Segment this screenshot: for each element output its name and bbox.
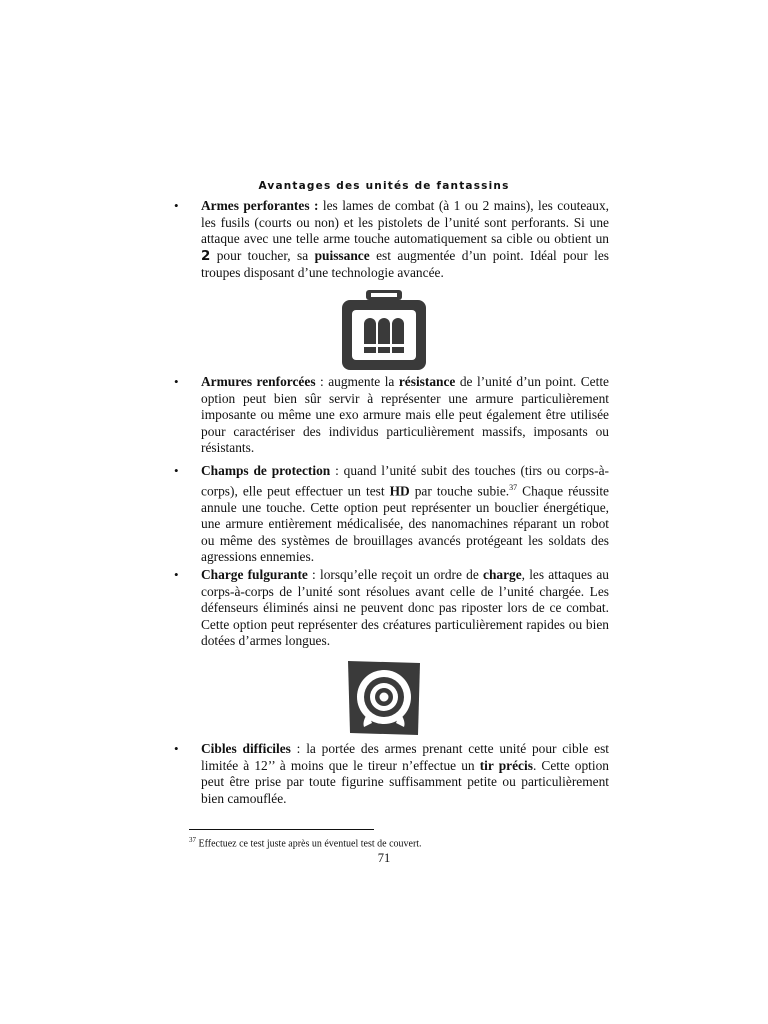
bullet: • bbox=[174, 567, 179, 582]
footnote-number: 37 bbox=[189, 836, 196, 844]
footnote-divider bbox=[189, 829, 374, 830]
list-item-armures-renforcees bbox=[174, 374, 609, 457]
item-term: Champs de protection bbox=[201, 463, 331, 478]
keyword: puissance bbox=[314, 247, 370, 263]
keyword: charge bbox=[483, 567, 522, 582]
footnote-text: Effectuez ce test juste après un éventuel test de couvert. bbox=[196, 838, 422, 850]
list-item-cibles-difficiles bbox=[174, 741, 610, 807]
item-term: Charge fulgurante bbox=[201, 567, 308, 582]
footnote bbox=[189, 836, 422, 849]
list-item-champs-de-protection bbox=[174, 463, 609, 566]
bullet: • bbox=[174, 741, 179, 756]
item-term: Armes perforantes : bbox=[201, 198, 319, 213]
item-text: Armes perforantes : les lames de combat (à 1 ou 2 mains), les couteaux, les fusils (courts ou non) et les pistolets de l’unité sont perforants. Si une attaque avec une telle arme touche automatiquement sa cible ou obtient un 2 pour toucher, sa puissance est augmentée d’un point. Idéal pour les troupes disposant d’une technologie avancée. bbox=[201, 198, 609, 281]
list-item-charge-fulgurante bbox=[174, 567, 609, 650]
running-header: Avantages des unités de fantassins bbox=[258, 180, 510, 192]
item-text: Armures renforcées : augmente la résistance de l’unité d’un point. Cette option peut bien sûr servir à représenter une armure particulièrement imposante ou même une exo armure mais elle peut également être utilisée pour caractériser des individus particulièrement massifs, imposants ou résistants. bbox=[201, 374, 609, 456]
ammo-case-icon bbox=[340, 288, 428, 372]
keyword: HD bbox=[389, 483, 410, 499]
item-text: Cibles difficiles : la portée des armes prenant cette unité pour cible est limitée à 12’’ à moins que le tireur n’effectue un tir précis. Cette option peut être prise par toute figurine suffisamment petite ou particulièrement bien camouflée. bbox=[201, 741, 610, 806]
item-text: Charge fulgurante : lorsqu’elle reçoit un ordre de charge, les attaques au corps-à-corps de l’unité sont résolues avant celle de l’unité chargée. Les défenseurs éliminés ainsi ne peuvent donc pas riposter lors de ce combat. Cette option peut représenter des créatures particulièrement rapides ou bien dotées d’armes longues. bbox=[201, 567, 609, 649]
footnote-ref: 37 bbox=[509, 482, 518, 492]
item-text: Champs de protection : quand l’unité subit des touches (tirs ou corps-à-corps), elle peut effectuer un test HD par touche subie.$^{37}$ Chaque réussite annule une touche. Cette option peut représenter un bouclier énergétique, une armure entièrement médicalisée, des nanomachines réparant un robot ou même des systèmes de brouillages avancés protégeant les soldats des agressions ennemies. bbox=[201, 463, 609, 565]
keyword: résistance bbox=[398, 374, 456, 389]
bullet: • bbox=[174, 374, 179, 389]
bullet: • bbox=[174, 198, 179, 213]
bullet: • bbox=[174, 463, 179, 478]
list-item-armes-perforantes bbox=[174, 198, 609, 282]
item-term: Armures renforcées bbox=[201, 374, 316, 389]
item-term: Cibles difficiles bbox=[201, 741, 291, 756]
target-icon bbox=[346, 659, 422, 737]
page-number: 71 bbox=[377, 851, 391, 865]
keyword: tir précis bbox=[479, 757, 533, 773]
number-two: 2 bbox=[201, 248, 211, 264]
